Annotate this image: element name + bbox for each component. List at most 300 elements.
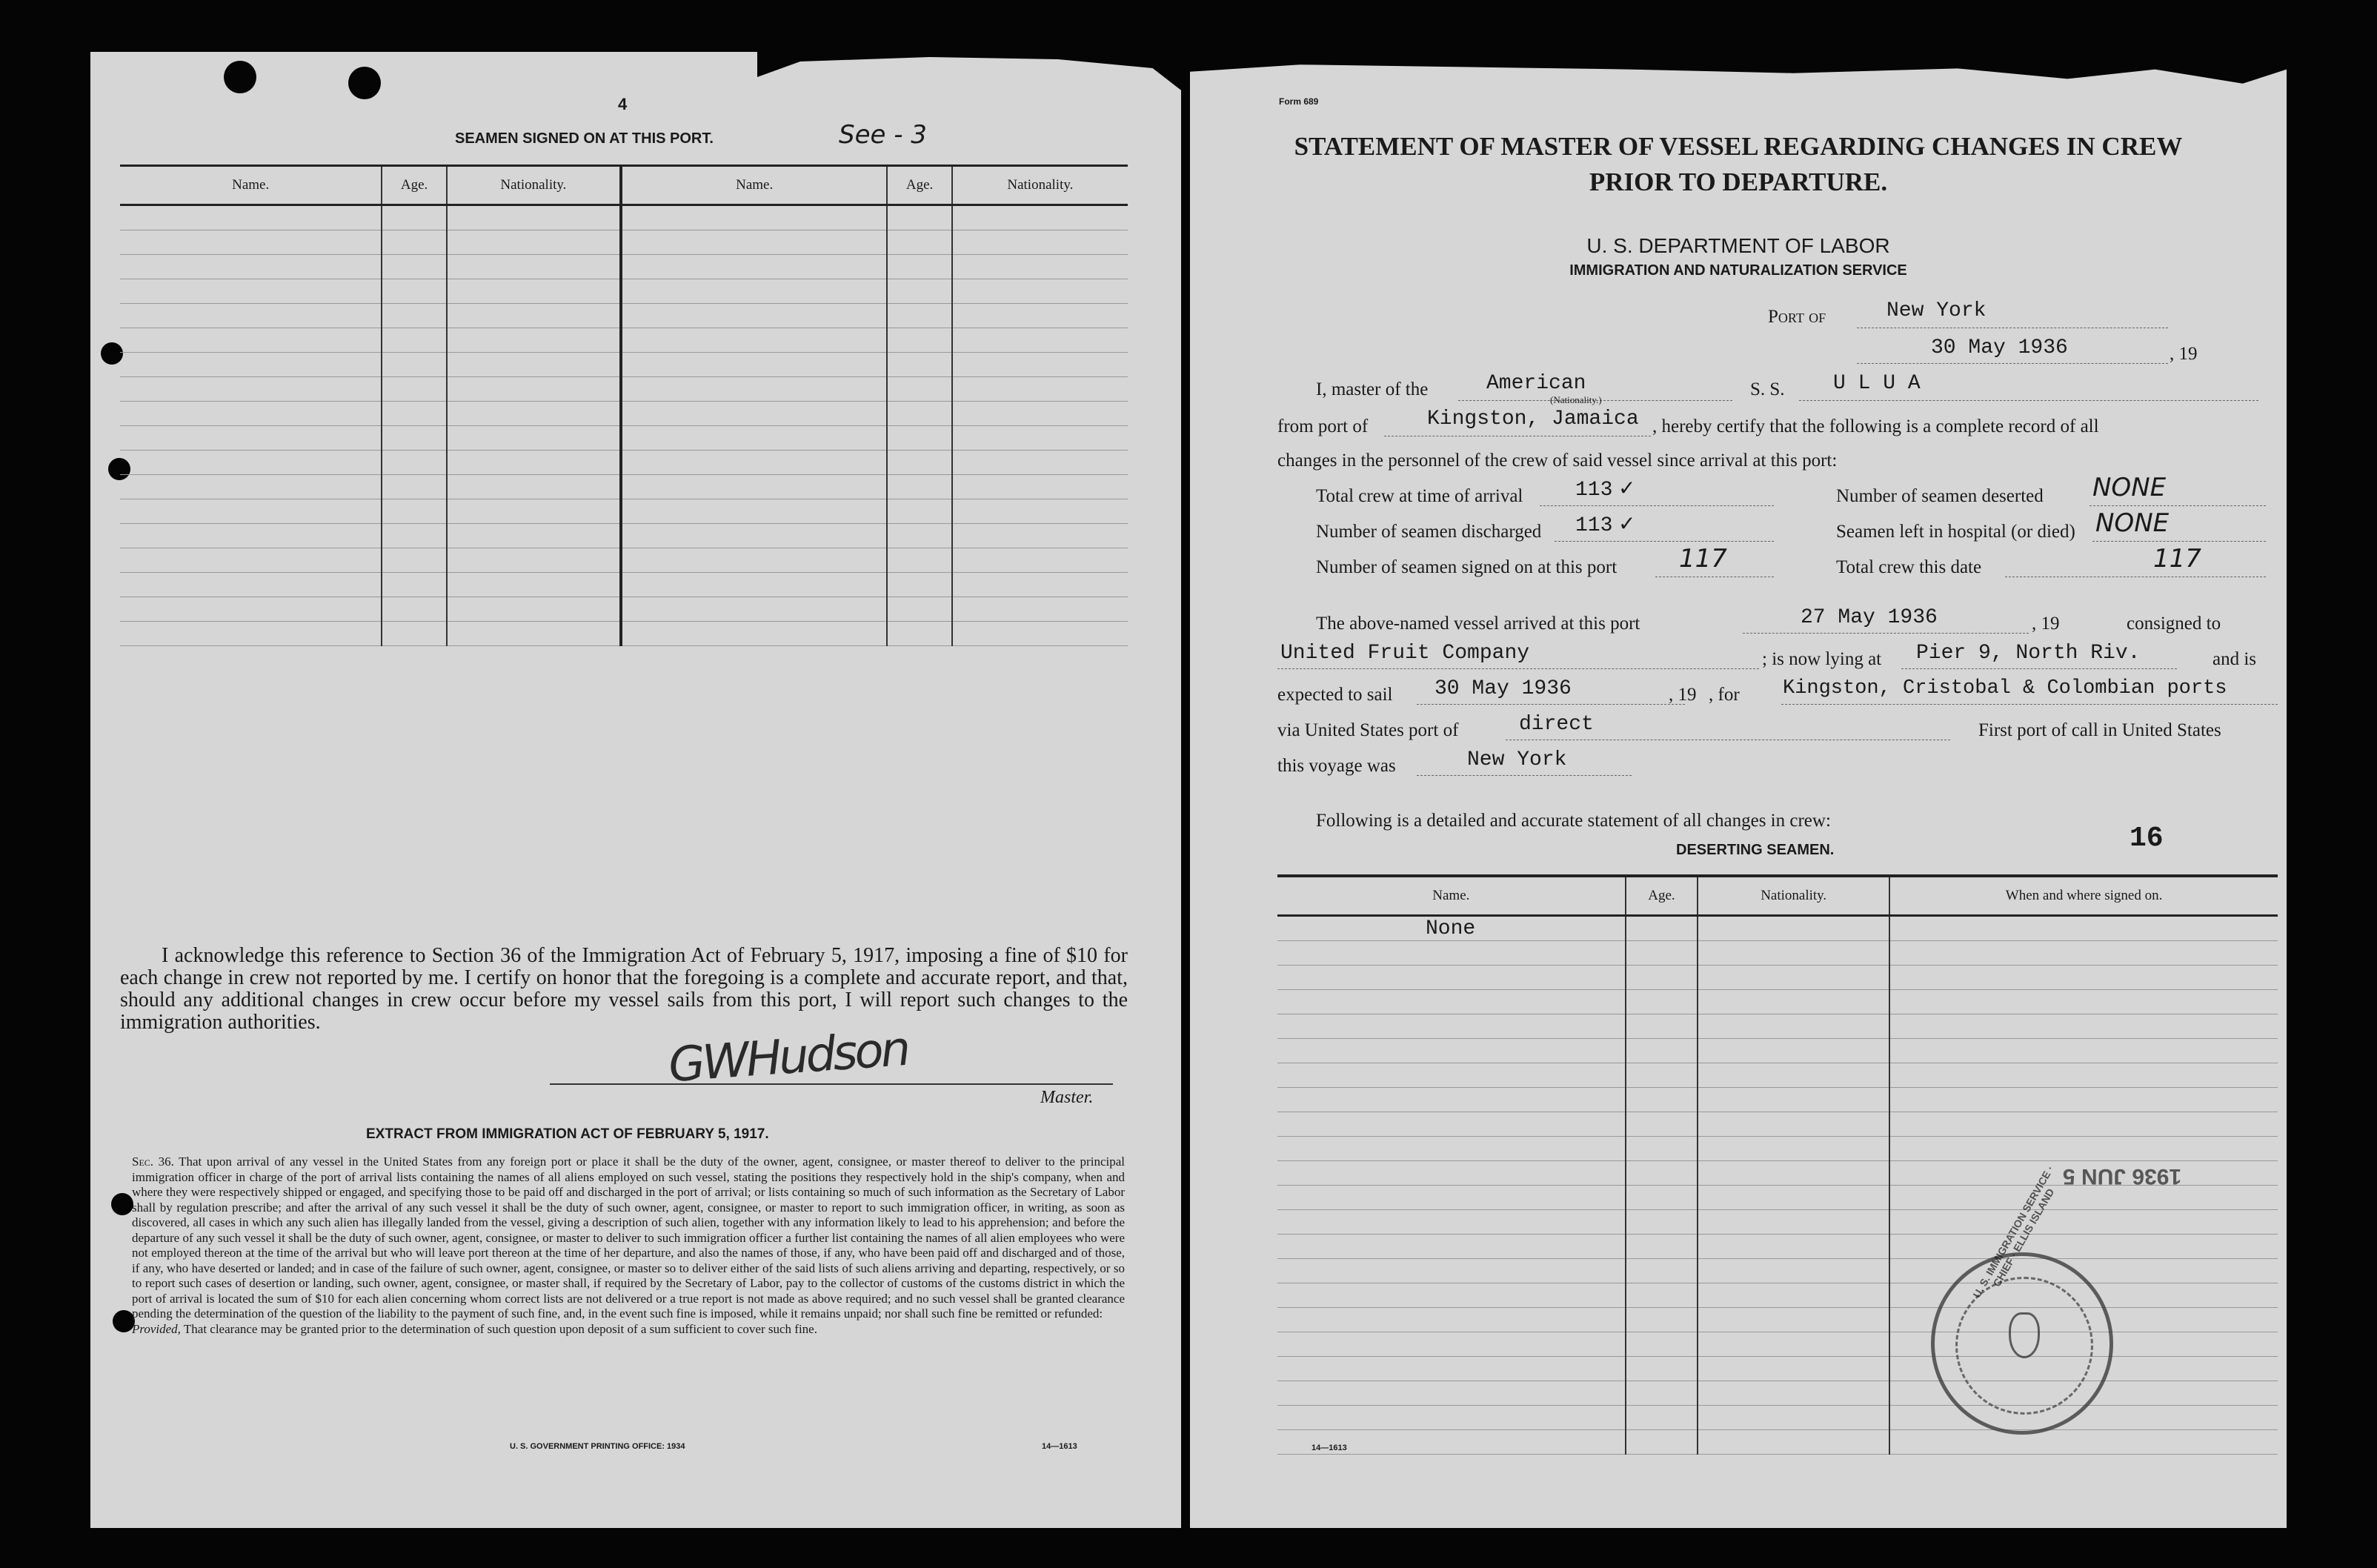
table-cell — [1698, 1259, 1889, 1283]
hospital-line — [2092, 541, 2266, 542]
hospital-value: NONE — [2095, 508, 2170, 538]
table-cell — [1889, 1137, 2278, 1161]
table-cell — [1889, 916, 2278, 941]
table-cell — [1626, 1430, 1698, 1455]
table-cell — [621, 622, 887, 646]
table-cell — [1626, 1235, 1698, 1259]
expected-year-suffix: , 19 — [1669, 685, 1697, 705]
table-cell — [1626, 966, 1698, 990]
entry-name: None — [1426, 917, 1476, 940]
table-cell — [1277, 1210, 1626, 1235]
ship-name: U L U A — [1833, 372, 1921, 395]
table-row — [120, 402, 1128, 426]
for-label: , for — [1709, 685, 1740, 705]
table-cell — [447, 205, 621, 230]
port-value: New York — [1886, 299, 1987, 322]
table-cell — [382, 573, 446, 597]
table-cell — [1698, 1308, 1889, 1332]
deserting-title: DESERTING SEAMEN. — [1676, 842, 1835, 858]
table-cell — [447, 353, 621, 377]
hospital-label: Seamen left in hospital (or died) — [1836, 522, 2075, 542]
table-cell — [1698, 1039, 1889, 1063]
table-cell — [1698, 1430, 1889, 1455]
signed-on-value: 117 — [1679, 544, 1727, 574]
torn-edge — [757, 50, 1187, 95]
table-cell — [1698, 990, 1889, 1014]
table-row — [1277, 1308, 2278, 1332]
col-nationality: Nationality. — [447, 166, 621, 205]
table-cell — [1626, 916, 1698, 941]
lying-value: Pier 9, North Riv. — [1916, 642, 2141, 665]
table-cell — [382, 499, 446, 524]
table-cell — [120, 255, 382, 279]
table-cell — [1698, 941, 1889, 966]
nationality-value: American — [1486, 372, 1586, 395]
table-cell — [382, 426, 446, 451]
total-arrival-line — [1540, 505, 1774, 506]
table-cell — [952, 622, 1128, 646]
table-cell — [952, 573, 1128, 597]
table-cell — [1626, 1112, 1698, 1137]
table-cell — [1277, 1332, 1626, 1357]
table-cell — [887, 205, 951, 230]
table-cell — [120, 402, 382, 426]
table-cell — [887, 328, 951, 353]
voyage-value: New York — [1467, 748, 1567, 771]
table-cell — [952, 426, 1128, 451]
table-cell — [447, 622, 621, 646]
table-row — [1277, 1381, 2278, 1406]
table-cell — [621, 451, 887, 475]
acknowledgment-text: I acknowledge this reference to Section 36 of the Immigration Act of February 5, 1917, imposing a fine of $10 for each change in crew not reported by me. I certify on honor that the foregoing is a complete and accurate report, and that, should any additional changes in crew occur before my vessel sails from this port, I will report such changes to the immigration authorities. — [120, 944, 1128, 1034]
table-cell — [887, 353, 951, 377]
table-cell — [382, 377, 446, 402]
table-cell — [621, 524, 887, 548]
table-cell — [447, 402, 621, 426]
table-cell — [1277, 1357, 1626, 1381]
table-cell — [952, 475, 1128, 499]
right-page — [1190, 52, 2287, 1528]
table-row — [1277, 1259, 2278, 1283]
consignee-line — [1277, 668, 1759, 669]
table-cell — [120, 304, 382, 328]
table-cell — [1626, 990, 1698, 1014]
table-cell — [1277, 916, 1626, 941]
table-cell — [887, 304, 951, 328]
table-cell — [1277, 1039, 1626, 1063]
table-cell — [1889, 1014, 2278, 1039]
table-cell — [887, 573, 951, 597]
table-cell — [1277, 1063, 1626, 1088]
table-cell — [382, 304, 446, 328]
table-row — [120, 451, 1128, 475]
table-cell — [952, 597, 1128, 622]
table-cell — [1626, 1406, 1698, 1430]
table-cell — [447, 573, 621, 597]
table-cell — [447, 304, 621, 328]
via-value: direct — [1519, 713, 1594, 736]
table-cell — [887, 475, 951, 499]
changes-text: changes in the personnel of the crew of said vessel since arrival at this port: — [1277, 451, 1838, 471]
table-cell — [887, 255, 951, 279]
signature-line — [550, 1083, 1113, 1085]
col-age: Age. — [887, 166, 951, 205]
table-cell — [1277, 1161, 1626, 1186]
table-cell — [952, 377, 1128, 402]
table-cell — [382, 451, 446, 475]
table-cell — [887, 548, 951, 573]
table-cell — [1277, 1381, 1626, 1406]
col-name: Name. — [1277, 876, 1626, 916]
nationality-caption: (Nationality.) — [1550, 394, 1602, 405]
table-cell — [952, 451, 1128, 475]
deserted-value: NONE — [2092, 473, 2167, 502]
ss-label: S. S. — [1750, 379, 1785, 399]
voyage-label: this voyage was — [1277, 756, 1396, 776]
table-cell — [447, 524, 621, 548]
table-cell — [1626, 1381, 1698, 1406]
punch-hole — [224, 61, 256, 93]
table-cell — [1698, 1063, 1889, 1088]
table-cell — [1626, 1332, 1698, 1357]
table-row — [1277, 1332, 2278, 1357]
master-signature: GWHudson — [666, 1021, 910, 1094]
table-cell — [1889, 1088, 2278, 1112]
table-row — [120, 573, 1128, 597]
arrived-line — [1743, 633, 2029, 634]
page-number: 4 — [618, 95, 628, 113]
table-cell — [887, 377, 951, 402]
table-cell — [887, 524, 951, 548]
table-cell — [120, 622, 382, 646]
table-cell — [1626, 941, 1698, 966]
table-row — [1277, 1430, 2278, 1455]
table-cell — [621, 304, 887, 328]
table-cell — [1698, 1357, 1889, 1381]
extract-title: EXTRACT FROM IMMIGRATION ACT OF FEBRUARY 5, 1917. — [366, 1126, 769, 1142]
consignee-value: United Fruit Company — [1280, 642, 1530, 665]
table-row — [1277, 990, 2278, 1014]
table-row — [1277, 1063, 2278, 1088]
lying-line — [1901, 668, 2177, 669]
discharged-value: 113 — [1575, 514, 1613, 537]
via-label: via United States port of — [1277, 720, 1459, 740]
table-row — [1277, 1088, 2278, 1112]
table-row — [120, 426, 1128, 451]
table-cell — [1889, 1063, 2278, 1088]
table-row — [1277, 1014, 2278, 1039]
table-cell — [120, 230, 382, 255]
date-value: 30 May 1936 — [1931, 336, 2068, 359]
table-cell — [1889, 1039, 2278, 1063]
table-cell — [120, 475, 382, 499]
table-cell — [447, 255, 621, 279]
table-cell — [621, 499, 887, 524]
table-cell — [1277, 1088, 1626, 1112]
table-cell — [1626, 1063, 1698, 1088]
table-cell — [1698, 1406, 1889, 1430]
table-cell — [1698, 1112, 1889, 1137]
from-port-label: from port of — [1277, 416, 1369, 436]
table-cell — [120, 377, 382, 402]
expected-label: expected to sail — [1277, 685, 1393, 705]
master-label: I, master of the — [1316, 379, 1429, 399]
table-cell — [447, 475, 621, 499]
deserted-label: Number of seamen deserted — [1836, 486, 2044, 506]
expected-value: 30 May 1936 — [1434, 677, 1572, 700]
table-cell — [1889, 1186, 2278, 1210]
punch-hole — [348, 67, 381, 99]
total-date-label: Total crew this date — [1836, 557, 1982, 577]
printer-credit: U. S. GOVERNMENT PRINTING OFFICE: 1934 — [510, 1442, 685, 1451]
table-cell — [952, 279, 1128, 304]
table-cell — [887, 279, 951, 304]
table-cell — [1277, 1014, 1626, 1039]
table-row — [1277, 941, 2278, 966]
table-cell — [447, 548, 621, 573]
form-code: 14—1613 — [1042, 1442, 1077, 1451]
col-age: Age. — [1626, 876, 1698, 916]
table-row — [120, 304, 1128, 328]
table-row — [120, 622, 1128, 646]
table-cell — [1277, 1235, 1626, 1259]
col-nationality: Nationality. — [952, 166, 1128, 205]
extract-body — [132, 1155, 1125, 1337]
table-cell — [1889, 1112, 2278, 1137]
arrived-year-suffix: , 19 — [2032, 614, 2060, 634]
table-cell — [382, 597, 446, 622]
table-cell — [952, 402, 1128, 426]
table-cell — [887, 451, 951, 475]
table-cell — [621, 255, 887, 279]
table-cell — [447, 279, 621, 304]
table-row — [120, 499, 1128, 524]
table-row — [1277, 1406, 2278, 1430]
table-cell — [382, 279, 446, 304]
table-cell — [1889, 990, 2278, 1014]
table-row — [120, 524, 1128, 548]
col-name: Name. — [621, 166, 887, 205]
table-cell — [1698, 1235, 1889, 1259]
form-title: STATEMENT OF MASTER OF VESSEL REGARDING CHANGES IN CREW — [1294, 132, 2183, 161]
table-cell — [1277, 1406, 1626, 1430]
table-cell — [1698, 1014, 1889, 1039]
table-cell — [1889, 1235, 2278, 1259]
table-cell — [621, 402, 887, 426]
table-cell — [1277, 966, 1626, 990]
table-cell — [952, 499, 1128, 524]
table-cell — [952, 353, 1128, 377]
table-cell — [1277, 1308, 1626, 1332]
table-cell — [382, 548, 446, 573]
date-line — [1857, 363, 2168, 364]
table-cell — [382, 328, 446, 353]
table-cell — [621, 573, 887, 597]
certify-text: , hereby certify that the following is a complete record of all — [1652, 416, 2099, 436]
and-is-label: and is — [2213, 649, 2257, 669]
table-cell — [1698, 1283, 1889, 1308]
table-cell — [621, 475, 887, 499]
table-row — [120, 475, 1128, 499]
stamp-text: U. S. IMMIGRATION SERVICE · CHIEF · ELLIS ISLAND — [1970, 1163, 2057, 1300]
table-cell — [1626, 1161, 1698, 1186]
table-row — [1277, 1235, 2278, 1259]
table-row — [120, 353, 1128, 377]
destination-value: Kingston, Cristobal & Colombian ports — [1783, 677, 2227, 700]
table-row — [120, 205, 1128, 230]
table-cell — [1626, 1308, 1698, 1332]
from-port-value: Kingston, Jamaica — [1427, 408, 1639, 431]
table-row — [1277, 1357, 2278, 1381]
form-number: Form 689 — [1279, 96, 1319, 107]
table-cell — [382, 402, 446, 426]
table-cell — [887, 230, 951, 255]
immigration-stamp — [1931, 1252, 2113, 1435]
table-cell — [447, 328, 621, 353]
table-cell — [952, 524, 1128, 548]
department: U. S. DEPARTMENT OF LABOR — [1586, 234, 1890, 257]
table-cell — [621, 426, 887, 451]
signed-on-label: Number of seamen signed on at this port — [1316, 557, 1618, 577]
table-cell — [1277, 941, 1626, 966]
table-cell — [382, 205, 446, 230]
table-cell — [1698, 1332, 1889, 1357]
table-cell — [621, 548, 887, 573]
port-label: Port of — [1768, 307, 1826, 327]
extract-end: That clearance may be granted prior to the determination of such question upon deposit of a sum sufficient to cover such fine. — [183, 1321, 817, 1336]
deserted-line — [2090, 505, 2266, 506]
table-row — [120, 377, 1128, 402]
table-cell — [1698, 1210, 1889, 1235]
table-cell — [120, 205, 382, 230]
table-cell — [1889, 1430, 2278, 1455]
table-cell — [382, 475, 446, 499]
table-cell — [1277, 1112, 1626, 1137]
table-row — [1277, 1137, 2278, 1161]
table-cell — [1626, 1186, 1698, 1210]
table-cell — [1889, 1210, 2278, 1235]
table-cell — [120, 279, 382, 304]
table-cell — [621, 353, 887, 377]
date-suffix: , 19 — [2170, 344, 2198, 364]
following-text: Following is a detailed and accurate statement of all changes in crew: — [1316, 811, 1831, 831]
table-cell — [952, 205, 1128, 230]
table-cell — [1277, 1259, 1626, 1283]
sheet-number: 16 — [2130, 823, 2164, 854]
table-cell — [447, 499, 621, 524]
table-cell — [382, 353, 446, 377]
table-cell — [1889, 941, 2278, 966]
table-cell — [120, 426, 382, 451]
table-row — [120, 548, 1128, 573]
table-row — [1277, 1283, 2278, 1308]
extract-section: Sec. 36. — [132, 1155, 174, 1169]
col-nationality: Nationality. — [1698, 876, 1889, 916]
table-cell — [1626, 1357, 1698, 1381]
table-cell — [952, 304, 1128, 328]
table-row — [1277, 916, 2278, 941]
ship-line — [1799, 400, 2258, 401]
table-cell — [120, 451, 382, 475]
punch-hole — [111, 1193, 133, 1215]
form-code: 14—1613 — [1311, 1444, 1347, 1452]
table-cell — [952, 230, 1128, 255]
table-cell — [1626, 1088, 1698, 1112]
left-page — [90, 52, 1181, 1528]
table-cell — [1889, 966, 2278, 990]
signed-on-table — [120, 165, 1128, 646]
table-cell — [621, 328, 887, 353]
table-cell — [120, 573, 382, 597]
table-cell — [1277, 990, 1626, 1014]
table-cell — [952, 548, 1128, 573]
discharged-label: Number of seamen discharged — [1316, 522, 1542, 542]
stamp-date: 1936 JUN 5 — [2063, 1164, 2182, 1189]
torn-edge — [1190, 50, 2287, 98]
table-cell — [621, 230, 887, 255]
col-age: Age. — [382, 166, 446, 205]
table-row — [1277, 966, 2278, 990]
total-date-value: 117 — [2153, 544, 2201, 574]
table-cell — [120, 524, 382, 548]
table-cell — [621, 597, 887, 622]
table-cell — [120, 499, 382, 524]
left-page-title: SEAMEN SIGNED ON AT THIS PORT. — [455, 130, 714, 147]
table-cell — [447, 230, 621, 255]
table-row — [120, 597, 1128, 622]
table-cell — [887, 426, 951, 451]
table-cell — [447, 426, 621, 451]
consigned-to-label: consigned to — [2127, 614, 2221, 634]
table-cell — [1698, 1137, 1889, 1161]
table-cell — [1626, 1259, 1698, 1283]
discharged-line — [1555, 541, 1774, 542]
table-cell — [1277, 1186, 1626, 1210]
table-row — [120, 279, 1128, 304]
table-cell — [382, 230, 446, 255]
table-cell — [1626, 1137, 1698, 1161]
table-row — [1277, 1186, 2278, 1210]
table-cell — [887, 499, 951, 524]
signature-label: Master. — [1040, 1088, 1094, 1107]
table-cell — [621, 377, 887, 402]
table-row — [120, 255, 1128, 279]
table-cell — [1626, 1014, 1698, 1039]
checkmark-icon: ✓ — [1618, 511, 1636, 536]
first-port-label: First port of call in United States — [1978, 720, 2221, 740]
form-title-2: PRIOR TO DEPARTURE. — [1589, 167, 1888, 196]
table-cell — [952, 255, 1128, 279]
table-cell — [447, 451, 621, 475]
table-cell — [952, 328, 1128, 353]
destination-line — [1781, 704, 2278, 705]
checkmark-icon: ✓ — [1618, 476, 1636, 500]
arrived-label: The above-named vessel arrived at this port — [1316, 614, 1640, 634]
table-cell — [382, 524, 446, 548]
table-cell — [1626, 1210, 1698, 1235]
table-cell — [120, 353, 382, 377]
col-name: Name. — [120, 166, 382, 205]
table-cell — [1698, 916, 1889, 941]
table-cell — [447, 597, 621, 622]
handwritten-note: See - 3 — [839, 120, 927, 150]
table-cell — [1277, 1283, 1626, 1308]
table-cell — [1698, 1161, 1889, 1186]
table-cell — [1698, 966, 1889, 990]
arrived-value: 27 May 1936 — [1801, 606, 1938, 629]
table-row — [1277, 1039, 2278, 1063]
table-cell — [1626, 1283, 1698, 1308]
